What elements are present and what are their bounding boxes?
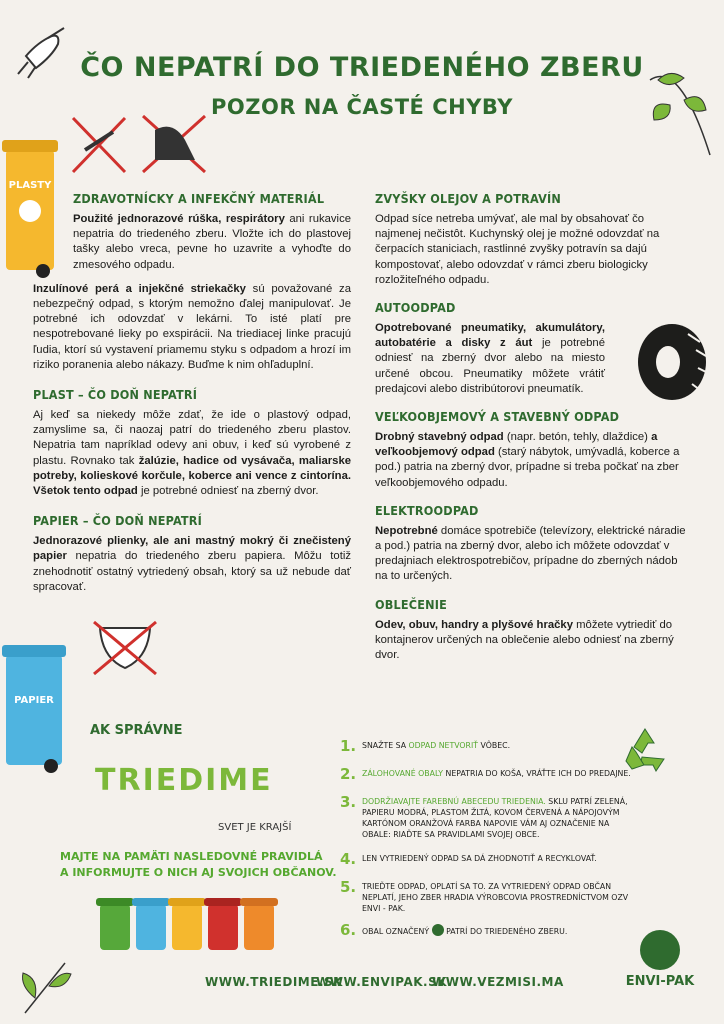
rule-item: 2. ZÁLOHOVANÉ OBALY NEPATRIA DO KOŠA, VRÁŤTE ICH DO PREDAJNE. [340, 765, 631, 783]
leaf-icon [15, 958, 75, 1018]
rule-item: 5. TRIEĎTE ODPAD, OPLATÍ SA TO. ZA VYTRIEDENÝ ODPAD OBČAN NEPLATÍ, JEHO ZBER HRADIA VÝROBCOVIA PROSTREDNÍCTVOM OZV ENVI - PAK. [340, 878, 629, 913]
papier-paragraph: Jednorazové plienky, ale ani mastný mokrý či znečistený papier nepatria do triedeného zberu papiera. Môžu totiž znehodnotiť ostatný vytriedený obsah, ktorý sa už nebude dať spracovať. [33, 535, 351, 593]
plasty-bin-label: PLASTY [8, 180, 52, 191]
rules-list [340, 737, 640, 946]
section-heading-velkoobjemovy: VEĽKOOBJEMOVÝ A STAVEBNÝ ODPAD [375, 409, 620, 425]
section-heading-elektroodpad: ELEKTROODPAD [375, 502, 479, 518]
tire-icon [630, 320, 714, 404]
leaf-icon [640, 60, 720, 160]
page-subtitle: POZOR NA ČASTÉ CHYBY [211, 95, 513, 119]
footer-link-envipak[interactable]: WWW.ENVIPAK.SK [316, 975, 448, 989]
papier-bin-label: PAPIER [14, 695, 54, 706]
rule-item: 3. DODRŽIAVAJTE FAREBNÚ ABECEDU TRIEDENIA. SKLU PATRÍ ZELENÁ, PAPIERU MODRÁ, PLASTOM ŽLTÁ, KOVOM ČERVENÁ A NÁPOJOVÝM KARTÓNOM ORANŽOVÁ FARBA NAPOVIE VÁM AJ OZNAČENIE NA OBALE: RIAĎTE SA PRAVIDLAMI SVOJEJ OBCE. [340, 793, 628, 839]
rule-item: 6. OBAL OZNAČENÝ PATRÍ DO TRIEDENÉHO ZBERU. [340, 921, 568, 939]
plast-paragraph: Aj keď sa niekedy môže zdať, že ide o plastový odpad, zamyslime sa, či naozaj patrí do triedeného zberu plastov. Nepatria tam napríklad odevy ani obuv, i keď sú vyrobené z plastu. Rovnako tak žalúzie, hadice od vysávača, maliarske potreby, kolieskové korčule, koberce ani vence z cintorína. Všetok tento odpad je potrebné odniesť na zberný dvor. [33, 409, 352, 498]
left-column [33, 191, 351, 604]
rule-item: 4. LEN VYTRIEDENÝ ODPAD SA DÁ ZHODNOTIŤ A RECYKLOVAŤ. [340, 850, 597, 868]
page-title: ČO NEPATRÍ DO TRIEDENÉHO ZBERU [80, 52, 644, 83]
slogan-top: AK SPRÁVNE [90, 723, 183, 738]
slogan-main: TRIEDIME [95, 763, 273, 798]
footer-link-triedime[interactable]: WWW.TRIEDIME.SK [205, 975, 343, 989]
section-heading-medical: ZDRAVOTNÍCKY A INFEKČNÝ MATERIÁL [73, 191, 325, 206]
call-line-1: MAJTE NA PAMÄTI NASLEDOVNÉ PRAVIDLÁ [60, 850, 323, 863]
elektroodpad-paragraph: Nepotrebné domáce spotrebiče (televízory, elektrické náradie a pod.) patria na zberný dvor, alebo ich môžete odovzdať v predajniach elektrospotrebičov, prípadne do zberných nádob na to určených. [375, 524, 686, 583]
section-heading-plast: PLAST – ČO DOŇ NEPATRÍ [33, 387, 198, 403]
section-heading-oleje: ZVYŠKY OLEJOV A POTRAVÍN [375, 191, 561, 206]
rule-item: 1. SNAŽTE SA ODPAD NETVORIŤ VÔBEC. [340, 737, 511, 755]
medical-paragraph-1: Použité jednorazové rúška, respirátory ani rukavice nepatria do triedeného zberu. Vložte ich do plastovej tašky alebo vreca, pevne ho uzavrite a vyhoďte do zmesového odpadu. [73, 213, 351, 271]
lightbulb-icon [8, 22, 70, 80]
papier-bin [6, 655, 62, 765]
velkoobjemovy-paragraph: Drobný stavebný odpad (napr. betón, tehly, dlaždice) a veľkoobjemový odpad (starý nábytok, umývadlá, koberce a pod.) patria na zberný dvor, prípadne si treba počkať na zber veľkoobjemového odpadu. [375, 431, 680, 489]
slogan-bottom: SVET JE KRAJŠÍ [218, 822, 292, 833]
green-dot-icon [432, 924, 444, 936]
section-heading-papier: PAPIER – ČO DOŇ NEPATRÍ [33, 513, 202, 529]
autoodpad-paragraph: Opotrebované pneumatiky, akumulátory, autobatérie a disky z áut je potrebné odniesť na zberný dvor alebo na miesto určené obcou. Pneumatiky môžete vrátiť predajcovi alebo distribútorovi pneumatík. [375, 322, 606, 395]
oblecenie-paragraph: Odev, obuv, handry a plyšové hračky môžete vytriediť do kontajnerov určených na oblečenie alebo odniesť na zberný dvor. [375, 618, 674, 662]
right-column [375, 191, 693, 672]
medical-paragraph-2: Inzulínové perá a injekčné striekačky sú považované za nebezpečný odpad, s ktorým nemožno ďalej manipulovať. Je potrebné ich odovzdať v lekárni. To isté platí pre nespotrebované lieky po exspirácii. Na triediacej linke pracujú ľudia, ktorí sú vystavení priamemu styku s odpadom a hrozí im riziko poranenia alebo nákazy. Buďme k nim ohľaduplní. [33, 282, 351, 371]
slogan-graphic [95, 745, 315, 805]
envipak-logo: ENVI-PAK [620, 930, 700, 989]
oleje-paragraph: Odpad síce netreba umývať, ale mal by obsahovať čo najmenej nečistôt. Kuchynský olej je možné odovzdať na čerpacích staniciach, rastlinné zvyšky potravín sa dajú kompostovať, alebo odovzdať v rámci zberu biologicky rozložiteľného odpadu. [375, 213, 660, 286]
crossed-diaper-icon [90, 618, 160, 678]
crossed-items-icon [55, 110, 215, 180]
section-heading-autoodpad: AUTOODPAD [375, 300, 456, 316]
footer-link-vezmisi[interactable]: WWW.VEZMISI.MA [432, 975, 564, 989]
section-heading-oblecenie: OBLEČENIE [375, 596, 447, 612]
bins-row [100, 898, 280, 958]
call-line-2: A INFORMUJTE O NICH AJ SVOJICH OBČANOV. [60, 866, 337, 879]
